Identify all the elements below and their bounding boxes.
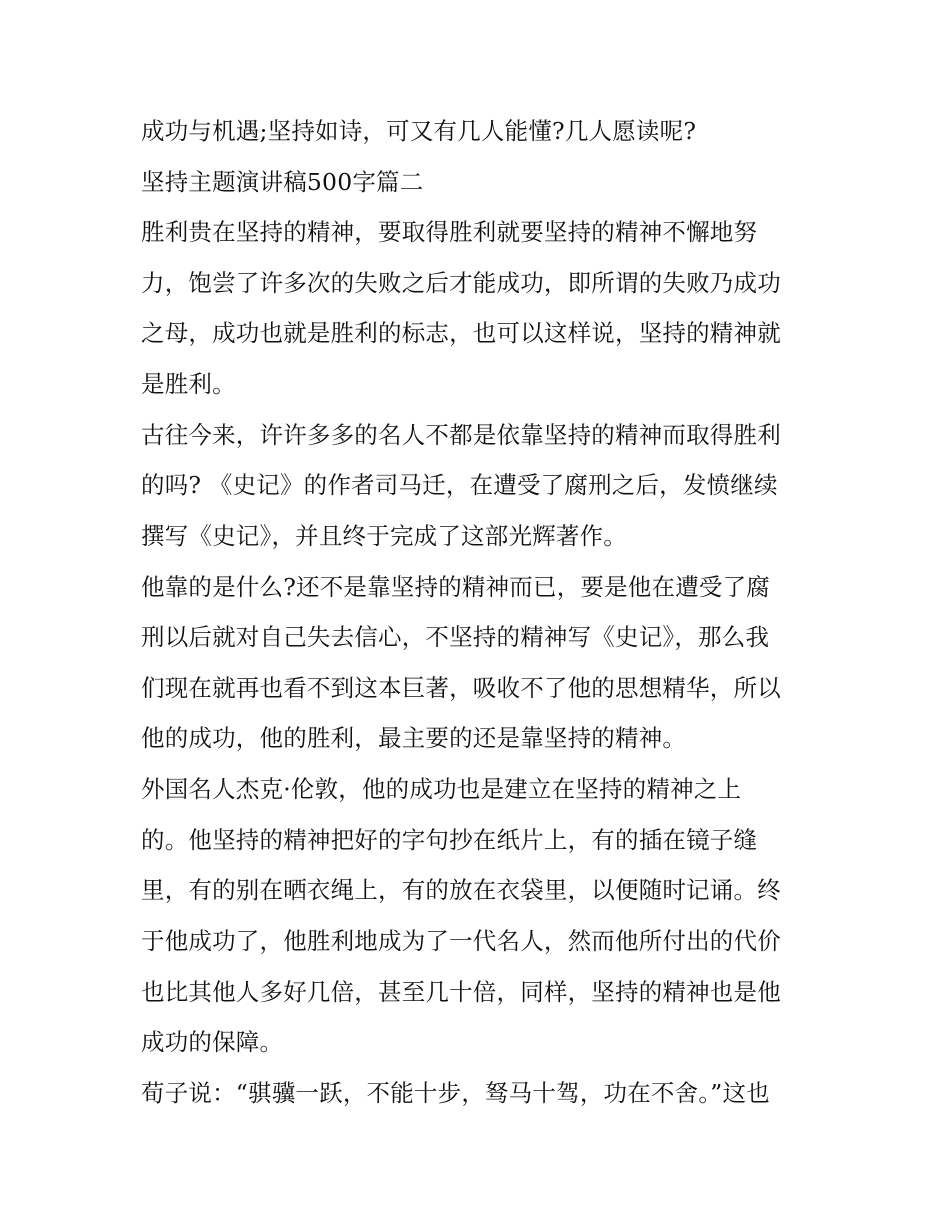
text-line: 他靠的是什么?还不是靠坚持的精神而已，要是他在遭受了腐 [141,573,770,601]
text-line: 撰写《史记》，并且终于完成了这部光辉著作。 [141,522,627,550]
text-line: 刑以后就对自己失去信心，不坚持的精神写《史记》，那么我 [141,623,770,651]
text-line: 外国名人杰克·伦敦，他的成功也是建立在坚持的精神之上 [141,775,742,803]
text-line: 的。他坚持的精神把好的字句抄在纸片上，有的插在镜子缝 [141,826,758,854]
section-heading: 坚持主题演讲稿500字篇二 [141,168,424,196]
text-line: 于他成功了，他胜利地成为了一代名人，然而他所付出的代价 [141,927,781,955]
text-line: 胜利贵在坚持的精神，要取得胜利就要坚持的精神不懈地努 [141,218,758,246]
text-line: 里，有的别在晒衣绳上，有的放在衣袋里，以便随时记诵。终 [141,876,781,904]
text-line: 成功的保障。 [141,1028,284,1056]
text-line: 们现在就再也看不到这本巨著，吸收不了他的思想精华，所以 [141,674,781,702]
text-line: 成功与机遇;坚持如诗，可又有几人能懂?几人愿读呢? [141,117,697,145]
text-line: 他的成功，他的胜利，最主要的还是靠坚持的精神。 [141,724,687,752]
text-line: 荀子说：“骐骥一跃，不能十步，驽马十驾，功在不舍。”这也 [141,1079,770,1107]
text-line: 古往今来，许许多多的名人不都是依靠坚持的精神而取得胜利 [141,421,781,449]
text-line: 的吗? 《史记》的作者司马迁，在遭受了腐刑之后，发愤继续 [141,471,778,499]
text-line: 力，饱尝了许多次的失败之后才能成功，即所谓的失败乃成功 [141,269,781,297]
text-line: 之母，成功也就是胜利的标志，也可以这样说，坚持的精神就 [141,319,781,347]
text-line: 也比其他人多好几倍，甚至几十倍，同样，坚持的精神也是他 [141,978,781,1006]
text-line: 是胜利。 [141,370,236,398]
